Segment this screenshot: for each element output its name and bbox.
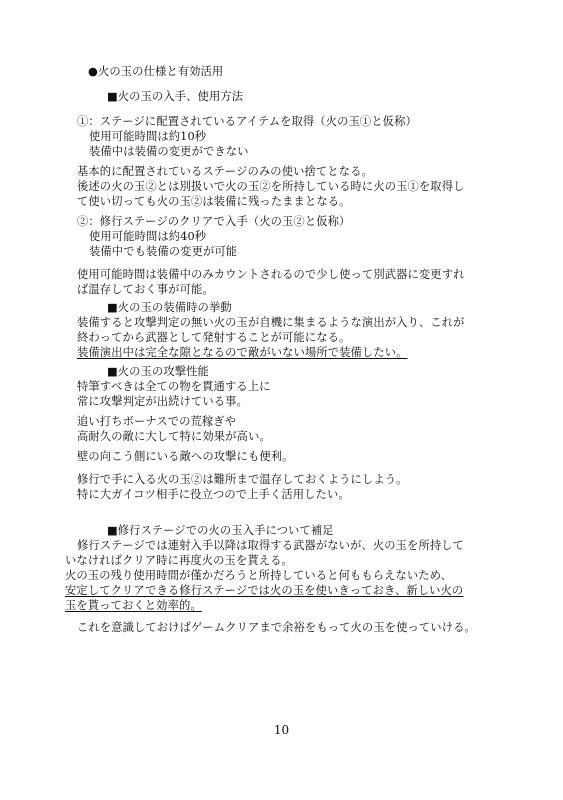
underlined-text-line: 装備演出中は完全な隙となるので敵がいない場所で装備したい。 <box>77 346 408 359</box>
text-line: 修行ステージでは連射入手以降は取得する武器がないが、火の玉を所持して <box>77 539 465 552</box>
text-line: 特に大ガイコツ相手に役立つので上手く活用したい。 <box>77 488 350 501</box>
text-line: 装備中は装備の変更ができない <box>89 145 249 158</box>
text-line: 後述の火の玉②とは別扱いで火の玉②を所持している時に火の玉①を取得し <box>77 180 465 193</box>
text-line: 追い打ちボーナスでの荒稼ぎや <box>77 415 237 428</box>
text-line: 修行で手に入る火の玉②は難所まで温存しておくようにしよう。 <box>77 473 408 486</box>
text-line: 使用可能時間は約40秒 <box>89 230 207 243</box>
text-line: 特筆すべきは全ての物を貫通する上に <box>77 380 271 393</box>
section-heading-acquire: ■火の玉の入手、使用方法 <box>107 90 244 103</box>
text-line: 使用可能時間は装備中のみカウントされるので少し使って別武器に変更すれ <box>77 268 465 281</box>
text-line: 終わってから武器として発射することが可能になる。 <box>77 331 351 344</box>
text-line: ば温存しておく事が可能。 <box>77 283 214 296</box>
section-heading-attack: ■火の玉の攻撃性能 <box>107 365 209 378</box>
text-line: て使い切っても火の玉②は装備に残ったままとなる。 <box>77 195 351 208</box>
text-line: 高耐久の敵に大して特に効果が高い。 <box>77 430 271 443</box>
text-line: ①：ステージに配置されているアイテムを取得（火の玉①と仮称） <box>77 115 417 128</box>
text-line: 火の玉の残り使用時間が僅かだろうと所持していると何ももらえないため、 <box>65 569 453 582</box>
section-heading-training: ■修行ステージでの火の玉入手について補足 <box>107 524 334 537</box>
text-line: 装備中でも装備の変更が可能 <box>89 245 238 258</box>
section-heading-equip: ■火の玉の装備時の挙動 <box>107 301 232 314</box>
text-line: 常に攻撃判定が出続けている事。 <box>77 395 248 408</box>
text-line: いなければクリア時に再度火の玉を貰える。 <box>65 554 293 567</box>
document-title: ●火の玉の仕様と有効活用 <box>88 65 224 78</box>
underlined-text-line: 玉を貰っておくと効率的。 <box>65 599 202 612</box>
underlined-text-line: 安定してクリアできる修行ステージでは火の玉を使いきっておき、新しい火の <box>65 584 464 597</box>
text-line: 使用可能時間は約10秒 <box>89 130 207 143</box>
text-line: 壁の向こう側にいる敵への攻撃にも便利。 <box>77 450 294 463</box>
text-line: ②：修行ステージのクリアで入手（火の玉②と仮称） <box>77 215 351 228</box>
closing-line: これを意識しておけばゲームクリアまで余裕をもって火の玉を使っていける。 <box>77 621 476 634</box>
page-number: 10 <box>273 723 290 737</box>
text-line: 基本的に配置されているステージのみの使い捨てとなる。 <box>77 165 373 178</box>
text-line: 装備すると攻撃判定の無い火の玉が自機に集まるような演出が入り、これが <box>77 316 465 329</box>
